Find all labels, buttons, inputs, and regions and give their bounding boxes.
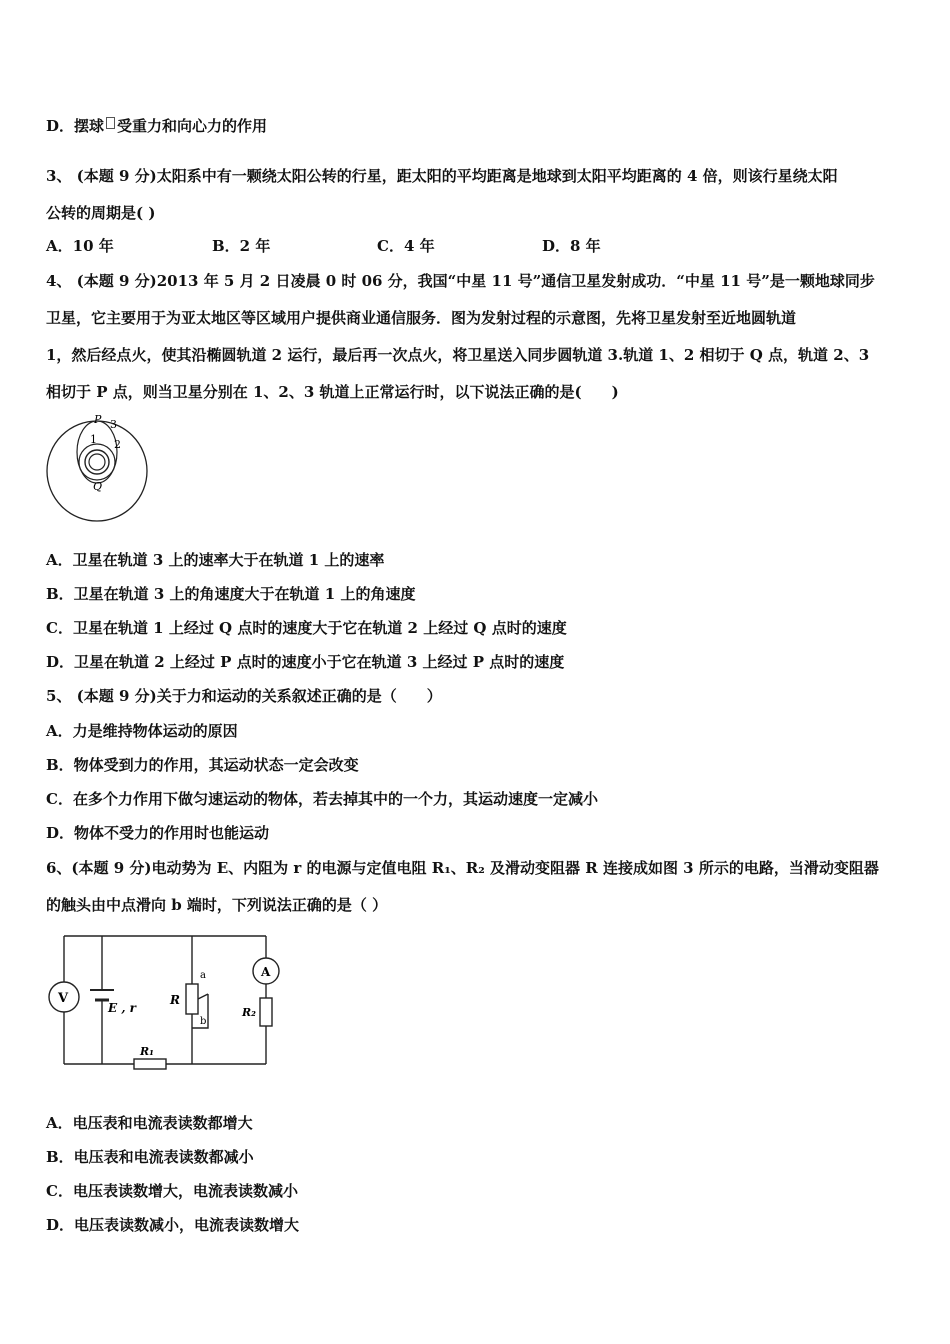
voltmeter-label: V xyxy=(58,991,69,1006)
q5-option-c: C．在多个力作用下做匀速运动的物体，若去掉其中的一个力，其运动速度一定减小 xyxy=(46,790,598,808)
source-label: E , r xyxy=(108,1001,137,1015)
q5-option-d: D．物体不受力的作用时也能运动 xyxy=(46,824,270,842)
q5-option-b: B．物体受到力的作用，其运动状态一定会改变 xyxy=(46,756,359,774)
earth-inner xyxy=(89,454,105,470)
label-3: 3 xyxy=(110,418,117,431)
label-2: 2 xyxy=(114,438,121,451)
q6-stem-line-1: 6、(本题 9 分)电动势为 E、内阻为 r 的电源与定值电阻 R₁、R₂ 及滑动变阻器 R 连接成如图 3 所示的电路，当滑动变阻器 xyxy=(46,859,879,877)
q4-stem-line-3: 1，然后经点火，使其沿椭圆轨道 2 运行，最后再一次点火，将卫星送入同步圆轨道 3.轨道 1、2 相切于 Q 点，轨道 2、3 xyxy=(46,346,870,364)
q4-option-d: D．卫星在轨道 2 上经过 P 点时的速度小于它在轨道 3 上经过 P 点时的速度 xyxy=(46,653,565,671)
q2-option-d-prefix: D．摆球 xyxy=(46,117,105,135)
q4-option-a: A．卫星在轨道 3 上的速率大于在轨道 1 上的速率 xyxy=(46,551,385,569)
r1-label: R₁ xyxy=(140,1045,154,1058)
q3-option-d: D．8 年 xyxy=(542,237,601,255)
rheostat-resistor xyxy=(186,984,198,1014)
resistor-r2 xyxy=(260,998,272,1026)
q3-option-c: C．4 年 xyxy=(377,237,435,255)
q3-option-b: B．2 年 xyxy=(212,237,271,255)
q3-stem-line-1: 3、 (本题 9 分)太阳系中有一颗绕太阳公转的行星，距太阳的平均距离是地球到太阳平均距离的 4 倍，则该行星绕太阳 xyxy=(46,167,838,185)
q5-option-a: A．力是维持物体运动的原因 xyxy=(46,722,238,740)
q4-option-c: C．卫星在轨道 1 上经过 Q 点时的速度大于它在轨道 2 上经过 Q 点时的速度 xyxy=(46,619,567,637)
q2-option-d-suffix: 受重力和向心力的作用 xyxy=(117,117,268,135)
q6-option-c: C．电压表读数增大，电流表读数减小 xyxy=(46,1182,298,1200)
label-1: 1 xyxy=(90,433,97,446)
q4-stem-line-2: 卫星，它主要用于为亚太地区等区域用户提供商业通信服务．图为发射过程的示意图，先将卫星发射至近地圆轨道 xyxy=(46,309,797,327)
q6-option-d: D．电压表读数减小，电流表读数增大 xyxy=(46,1216,300,1234)
r2-label: R₂ xyxy=(242,1006,256,1019)
ammeter-label: A xyxy=(261,965,271,979)
q4-option-b: B．卫星在轨道 3 上的角速度大于在轨道 1 上的角速度 xyxy=(46,585,416,603)
q6-option-a: A．电压表和电流表读数都增大 xyxy=(46,1114,253,1132)
orbit-diagram xyxy=(44,412,154,524)
q3-stem-line-2: 公转的周期是( ) xyxy=(46,204,156,222)
rheostat-end-b: b xyxy=(200,1016,207,1027)
q6-stem-line-2: 的触头由中点滑向 b 端时，下列说法正确的是（ ） xyxy=(46,896,388,914)
rheostat-end-a: a xyxy=(200,970,206,981)
q4-stem-line-4: 相切于 P 点，则当卫星分别在 1、2、3 轨道上正常运行时，以下说法正确的是( ) xyxy=(46,383,619,401)
q4-stem-line-1: 4、 (本题 9 分)2013 年 5 月 2 日凌晨 0 时 06 分，我国“中星 11 号”通信卫星发射成功．“中星 11 号”是一颗地球同步 xyxy=(46,272,875,290)
q5-stem: 5、 (本题 9 分)关于力和运动的关系叙述正确的是（ ） xyxy=(46,687,442,705)
resistor-r1 xyxy=(134,1059,166,1069)
q2-option-d xyxy=(46,116,267,136)
circuit-diagram xyxy=(46,928,278,1078)
orbit-3-circle xyxy=(47,421,147,521)
missing-glyph-box xyxy=(106,117,115,129)
label-q: Q xyxy=(93,480,103,493)
q6-option-b: B．电压表和电流表读数都减小 xyxy=(46,1148,254,1166)
q3-option-a: A．10 年 xyxy=(46,237,114,255)
label-p: P xyxy=(94,413,102,426)
rheostat-label: R xyxy=(170,993,180,1007)
